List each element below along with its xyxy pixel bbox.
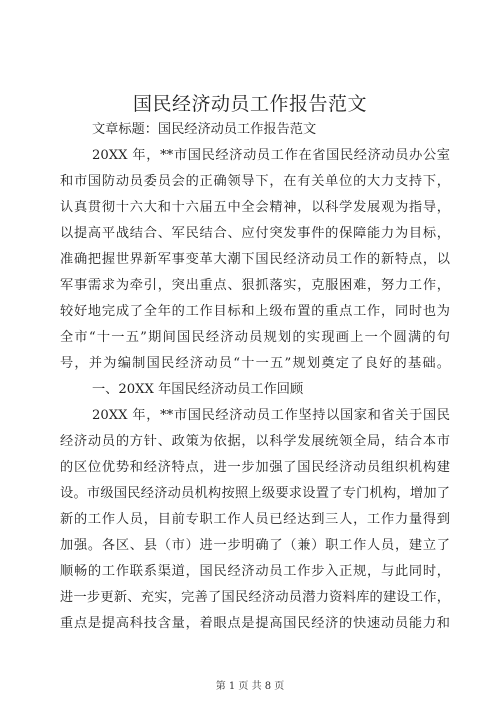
paragraph-1-line-2: 和市国防动员委员会的正确领导下，在有关单位的大力支持下， — [60, 174, 450, 189]
section-heading: 一、20XX 年国民经济动员工作回顾 — [92, 382, 304, 397]
paragraph-2-line-8: 进一步更新、充实，完善了国民经济动员潜力资料库的建设工作， — [60, 590, 450, 605]
paragraph-1-line-6: 军事需求为牵引，突出重点、狠抓落实，克服困难，努力工作， — [60, 278, 450, 293]
paragraph-2-line-1: 20XX 年，**市国民经济动员工作坚持以国家和省关于国民 — [92, 408, 450, 423]
paragraph-2-line-2: 经济动员的方针、政策为依据，以科学发展统领全局，结合本市 — [60, 434, 450, 449]
paragraph-1-line-7: 较好地完成了全年的工作目标和上级布置的重点工作，同时也为 — [60, 304, 450, 319]
paragraph-2-line-5: 新的工作人员，目前专职工作人员已经达到三人，工作力量得到 — [60, 512, 450, 527]
paragraph-2-line-7: 顺畅的工作联系渠道，国民经济动员工作步入正规，与此同时， — [60, 564, 450, 579]
paragraph-1-line-4: 以提高平战结合、军民结合、应付突发事件的保障能力为目标， — [60, 226, 450, 241]
paragraph-1-line-9: 号，并为编制国民经济动员“十一五”规划奠定了良好的基础。 — [60, 356, 450, 371]
document-title: 国民经济动员工作报告范文 — [132, 93, 367, 115]
paragraph-2-line-6: 加强。各区、县（市）进一步明确了（兼）职工作人员，建立了 — [60, 538, 450, 553]
paragraph-1-line-8: 全市“十一五”期间国民经济动员规划的实现画上一个圆满的句 — [60, 330, 450, 345]
page-footer: 第 1 页 共 8 页 — [215, 681, 285, 692]
paragraph-1-line-3: 认真贯彻十六大和十六届五中全会精神，以科学发展观为指导， — [60, 200, 450, 215]
paragraph-2-line-3: 的区位优势和经济特点，进一步加强了国民经济动员组织机构建 — [60, 460, 450, 475]
paragraph-2-line-9: 重点是提高科技含量，着眼点是提高国民经济的快速动员能力和 — [60, 616, 450, 631]
article-title-line: 文章标题：国民经济动员工作报告范文 — [92, 122, 317, 137]
paragraph-2-line-4: 设。市级国民经济动员机构按照上级要求设置了专门机构，增加了 — [60, 486, 450, 501]
paragraph-1-line-1: 20XX 年，**市国民经济动员工作在省国民经济动员办公室 — [92, 148, 450, 163]
paragraph-1-line-5: 准确把握世界新军事变革大潮下国民经济动员工作的新特点，以 — [60, 252, 450, 267]
